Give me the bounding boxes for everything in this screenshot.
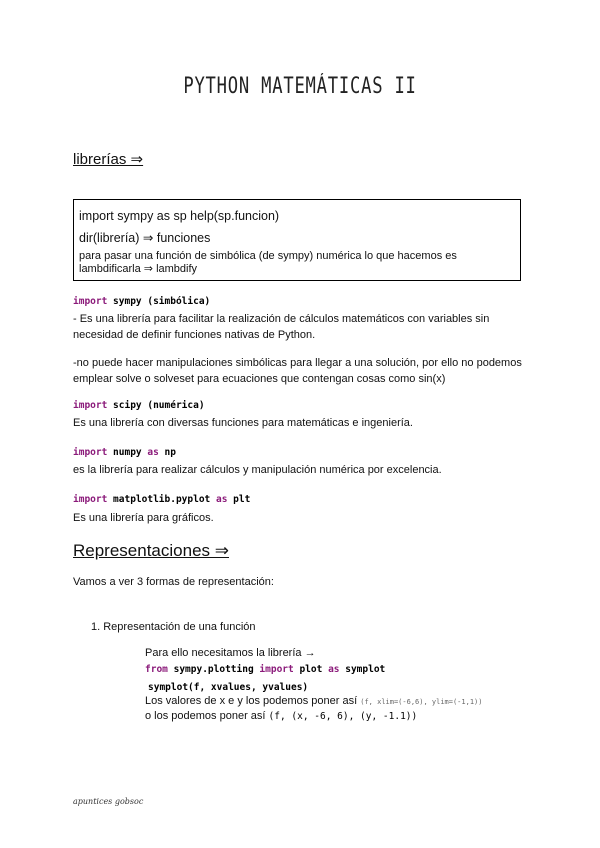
code-import-matplotlib: import matplotlib.pyplot as plt bbox=[73, 494, 251, 505]
sympy-description-2: -no puede hacer manipulaciones simbólicas para llegar a una solución, por ello no podemos emplear solve o solveset para ecuaciones que contengan cosas como sin(x) bbox=[73, 357, 522, 385]
library-needed-text: Para ello necesitamos la librería → bbox=[145, 647, 316, 659]
code-import-sympy: import sympy (simbólica) bbox=[73, 296, 211, 307]
box-line-1: import sympy as sp help(sp.funcion) bbox=[79, 209, 280, 223]
scipy-description: Es una librería con diversas funciones para matemáticas e ingeniería. bbox=[73, 417, 413, 429]
section-heading-librerias: librerías ⇒ bbox=[73, 151, 144, 168]
box-line-3: para pasar una función de simbólica (de sympy) numérica lo que hacemos es lambdificarla ⇒ lambdify bbox=[79, 250, 457, 275]
sympy-description-1: - Es una librería para facilitar la realización de cálculos matemáticos con variables sin necesidad de definir funciones nativas de Python. bbox=[73, 313, 490, 341]
code-import-scipy: import scipy (numérica) bbox=[73, 400, 205, 411]
matplotlib-description: Es una librería para gráficos. bbox=[73, 512, 214, 524]
alternative-line: o los podemos poner así (f, (x, -6, 6), (y, -1.1)) bbox=[145, 710, 418, 722]
intro-text: Vamos a ver 3 formas de representación: bbox=[73, 576, 274, 588]
footer-signature: apuntices gobsoc bbox=[73, 797, 144, 806]
section-heading-representaciones: Representaciones ⇒ bbox=[73, 541, 229, 560]
summary-box bbox=[73, 199, 521, 281]
code-symplot-call: symplot(f, xvalues, yvalues) bbox=[148, 682, 309, 693]
values-line: Los valores de x e y los podemos poner así (f, xlim=(-6,6), ylim=(-1,1)) bbox=[145, 695, 483, 707]
box-line-2: dir(librería) ⇒ funciones bbox=[79, 231, 211, 245]
code-from-sympy-plotting: from sympy.plotting import plot as symplot bbox=[145, 664, 386, 675]
page-title: PYTHON MATEMÁTICAS II bbox=[183, 74, 417, 99]
numpy-description: es la librería para realizar cálculos y manipulación numérica por excelencia. bbox=[73, 464, 442, 476]
code-import-numpy: import numpy as np bbox=[73, 447, 176, 458]
list-item-1: 1. Representación de una función bbox=[91, 621, 256, 633]
